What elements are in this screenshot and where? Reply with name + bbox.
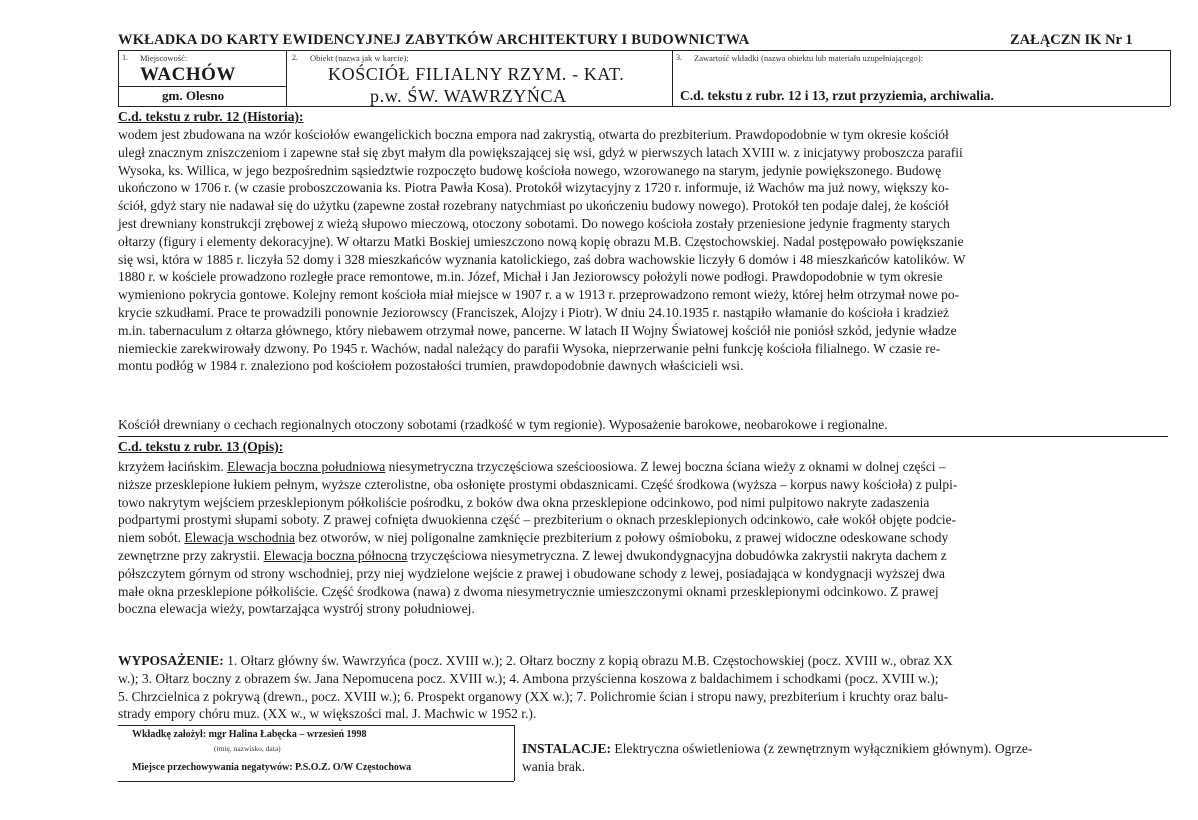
description-line [118, 547, 1130, 565]
furnishings-line: strady empory chóru muz. (XX w., w większości mal. J. Machwic w 1952 r.). [118, 706, 537, 722]
object-name-line-2: p.w. ŚW. WAWRZYŃCA [370, 86, 567, 106]
description-line [118, 565, 1130, 583]
description-segment: małe okna przesklepione półkoliście. Część środkowa (nawa) z dwoma niesymetrycznie umieszczonymi oknami przesklepionymi odcinkowo. Z prawej [118, 583, 939, 599]
description-segment: trzyczęściowa niesymetryczna. Z lewej dwukondygnacyjna dobudówka zakrystii nakryta dachem z [407, 547, 947, 563]
author-caption: (imię, nazwisko, data) [214, 744, 281, 753]
furnishings-text [118, 652, 1140, 723]
installations-line-2: wania brak. [522, 758, 585, 774]
description-segment: krzyżem łacińskim. [118, 459, 228, 474]
history-line: się wsi, która w 1885 r. liczyła 52 domy i 328 mieszkańców wyznania katolickiego, zaś dobra wachowskie liczyły 6 domów i 48 mieszkańców katolików. W [118, 251, 966, 267]
furnishings-line: w.); 3. Ołtarz boczny z obrazem św. Jana Nepomucena pocz. XVIII w.); 4. Ambona przyścienna koszowa z baldachimem i schodkami (pocz. XVIII w.); [118, 670, 939, 686]
history-line: ołtarzy (figury i elementy dekoracyjne). W ołtarzu Matki Boskiej umieszczono nową kopię obrazu M.B. Częstochowskiej. Nadal postępowało powiększanie [118, 233, 964, 249]
history-line: niemieckie zarekwirowały dzwony. Po 1945 r. Wachów, nadal należący do parafii Wysoka, nieprzerwanie pełni funkcję kościoła filialnego. W czasie re- [118, 340, 941, 356]
footer-divider [514, 725, 515, 781]
header-divider-3 [672, 50, 673, 106]
history-heading: C.d. tekstu z rubr. 12 (Historia): [118, 109, 304, 124]
description-line [118, 494, 1130, 512]
description-segment: półszczytem górnym od strony wschodniej, przy niej wydzielone wejście z prawej i obudowane schody z lewej, posiadająca w kondygnacji wyższej dwa [118, 565, 945, 581]
cell-2-caption: Obiekt (nazwa jak w karcie): [310, 53, 409, 63]
description-segment: niem sobót. [118, 530, 185, 546]
footer-top-rule [118, 725, 514, 726]
annex-label: ZAŁĄCZN IK Nr 1 [1010, 32, 1133, 48]
author-line: Wkładkę założył: mgr Halina Łabęcka – wrzesień 1998 [132, 729, 367, 740]
description-line [118, 511, 1130, 529]
history-line: ukończono w 1706 r. (w czasie proboszczowania ks. Piotra Pawła Kosa). Protokół wizytacyjny z 1720 r. informuje, iż Wachów ma już nowy, większy ko- [118, 180, 950, 196]
description-line [118, 458, 1130, 476]
furnishings-line: 1. Ołtarz główny św. Wawrzyńca (pocz. XVIII w.); 2. Ołtarz boczny z kopią obrazu M.B. Częstochowskiej (pocz. XVIII w., obraz XX [223, 653, 953, 668]
installations-text [522, 740, 1162, 775]
history-text [118, 126, 1156, 375]
installations-line-1: Elektryczna oświetleniowa (z zewnętrznym wyłącznikiem głównym). Ogrze- [611, 741, 1033, 756]
negatives-location: Miejsce przechowywania negatywów: P.S.O.Z. O/W Częstochowa [132, 762, 412, 773]
cell-3-caption: Zawartość wkładki (nazwa obiektu lub materiału uzupełniającego): [694, 53, 923, 63]
description-segment: bez otworów, w niej poligonalne zamknięcie prezbiterium z połowy ośmioboku, z prawej widoczne odeskowane schody [294, 530, 949, 546]
furnishings-label: WYPOSAŻENIE: [118, 653, 224, 668]
header-bottom-rule [118, 106, 1170, 107]
cell-1-number: 1. [122, 53, 128, 62]
history-line: jest drewniany konstrukcji zrębowej z wieżą słupowo mieczową, otoczony sobotami. Do nowego kościoła zostały przeniesione jedynie fragmenty starych [118, 215, 950, 231]
place-name: WACHÓW [140, 64, 236, 85]
history-summary: Kościół drewniany o cechach regionalnych otoczony sobotami (rzadkość w tym regionie). Wyposażenie barokowe, neobarokowe i regionalne. [118, 417, 888, 432]
history-line: wodem jest zbudowana na wzór kościołów ewangelickich boczna empora nad zakrystią, otwarta do prezbiterium. Prawdopodobnie w tym okresie kościół [118, 127, 949, 142]
description-line [118, 476, 1130, 494]
object-name-line-1: KOŚCIÓŁ FILIALNY RZYM. - KAT. [328, 64, 625, 84]
insert-contents: C.d. tekstu z rubr. 12 i 13, rzut przyziemia, archiwalia. [680, 88, 994, 103]
installations-label: INSTALACJE: [522, 741, 612, 756]
history-line: wymieniono pokrycia gontowe. Kolejny remont kościoła miał miejsce w 1907 r. a w 1913 r. przeprowadzono remont wieży, której hełm otrzymał nowe po- [118, 287, 960, 303]
cell-1-caption: Miejscowość: [140, 53, 188, 63]
history-line: Wysoka, ks. Willica, w jego bezpośrednim sąsiedztwie rozpoczęto budowę kościoła nowego, wzorowanego na starym, jedynie powiększonego. Budowę [118, 162, 942, 178]
description-segment: podpartymi prostymi słupami soboty. Z prawej cofnięta dwuokienna część – prezbiterium o oknach przesklepionych odcinkowo, całe wokół objęte podcie- [118, 512, 957, 528]
description-segment: towo nakrytym wejściem przesklepionym półkoliście pośrodku, z boków dwa okna przesklepione odcinkowo, pod nimi pulpitowo nakryte zadaszenia [118, 494, 930, 510]
description-segment: boczna elewacja wieży, powtarzająca wystrój strony południowej. [118, 601, 475, 617]
commune-name: gm. Olesno [162, 88, 225, 103]
description-text [118, 458, 1130, 618]
description-segment: niższe przesklepione łukiem pełnym, wyższe czterolistne, oba osłonięte prostymi obdasznicami. Część środkowa (wyższa – korpus nawy kościoła) z pulpi- [118, 476, 958, 492]
furnishings-line: 5. Chrzcielnica z pokrywą (drewn., pocz. XVIII w.); 6. Prospekt organowy (XX w.); 7. Polichromie ścian i stropu nawy, prezbiterium i kruchty oraz balu- [118, 688, 949, 704]
header-divider-4 [1170, 50, 1171, 106]
document-title: WKŁADKA DO KARTY EWIDENCYJNEJ ZABYTKÓW ARCHITEKTURY I BUDOWNICTWA [118, 32, 750, 48]
description-segment: niesymetryczna trzyczęściowa sześcioosiowa. Z lewej boczna ściana wieży z oknami w dolnej części – [385, 459, 946, 474]
description-line [118, 529, 1130, 547]
history-line: montu podłóg w 1984 r. znaleziono pod kościołem pozostałości trumien, prawdopodobnie dawnych właścicieli wsi. [118, 358, 744, 374]
description-heading: C.d. tekstu z rubr. 13 (Opis): [118, 439, 284, 454]
description-line [118, 583, 1130, 601]
history-line: m.in. tabernaculum z ołtarza głównego, który niebawem otrzymał nowe, pancerne. W latach II Wojny Światowej kościół nie poniósł szkód, jedynie władze [118, 322, 957, 338]
history-section-rule [118, 436, 1168, 437]
description-segment: zewnętrzne przy zakrystii. [118, 547, 264, 563]
cell-3-number: 3. [676, 53, 682, 62]
elevation-term: Elewacja wschodnia [184, 530, 295, 546]
history-line: uległ znacznym zniszczeniom i zapewne stał się zbyt małym dla powiększającej się wsi, gdyż w pierwszych latach XVIII w. z inicjatywy proboszcza parafii [118, 144, 963, 160]
description-line [118, 600, 1130, 618]
history-line: ściół, gdyż stary nie nadawał się do użytku (zapewne został rozebrany natychmiast po ukończeniu budowy nowego). Protokół ten podaje dalej, że kościół [118, 198, 949, 214]
footer-bottom-rule [118, 781, 514, 782]
cell-1-inner-rule [118, 86, 286, 87]
cell-2-number: 2. [292, 53, 298, 62]
elevation-term: Elewacja boczna południowa [227, 459, 386, 474]
header-top-rule [118, 50, 1170, 51]
history-line: 1880 r. w kościele prowadzono rozległe prace remontowe, m.in. Józef, Michał i Jan Jeziorowscy położyli nowe podłogi. Prawdopodobnie w tym okresie [118, 269, 943, 285]
history-line: krycie szkudłami. Prace te prowadzili ponownie Jeziorowscy (Franciszek, Alojzy i Piotr). W dniu 24.10.1935 r. nastąpiło włamanie do kościoła i kradzież [118, 304, 950, 320]
header-divider-1 [118, 50, 119, 106]
header-divider-2 [286, 50, 287, 106]
elevation-term: Elewacja boczna północna [263, 547, 408, 563]
